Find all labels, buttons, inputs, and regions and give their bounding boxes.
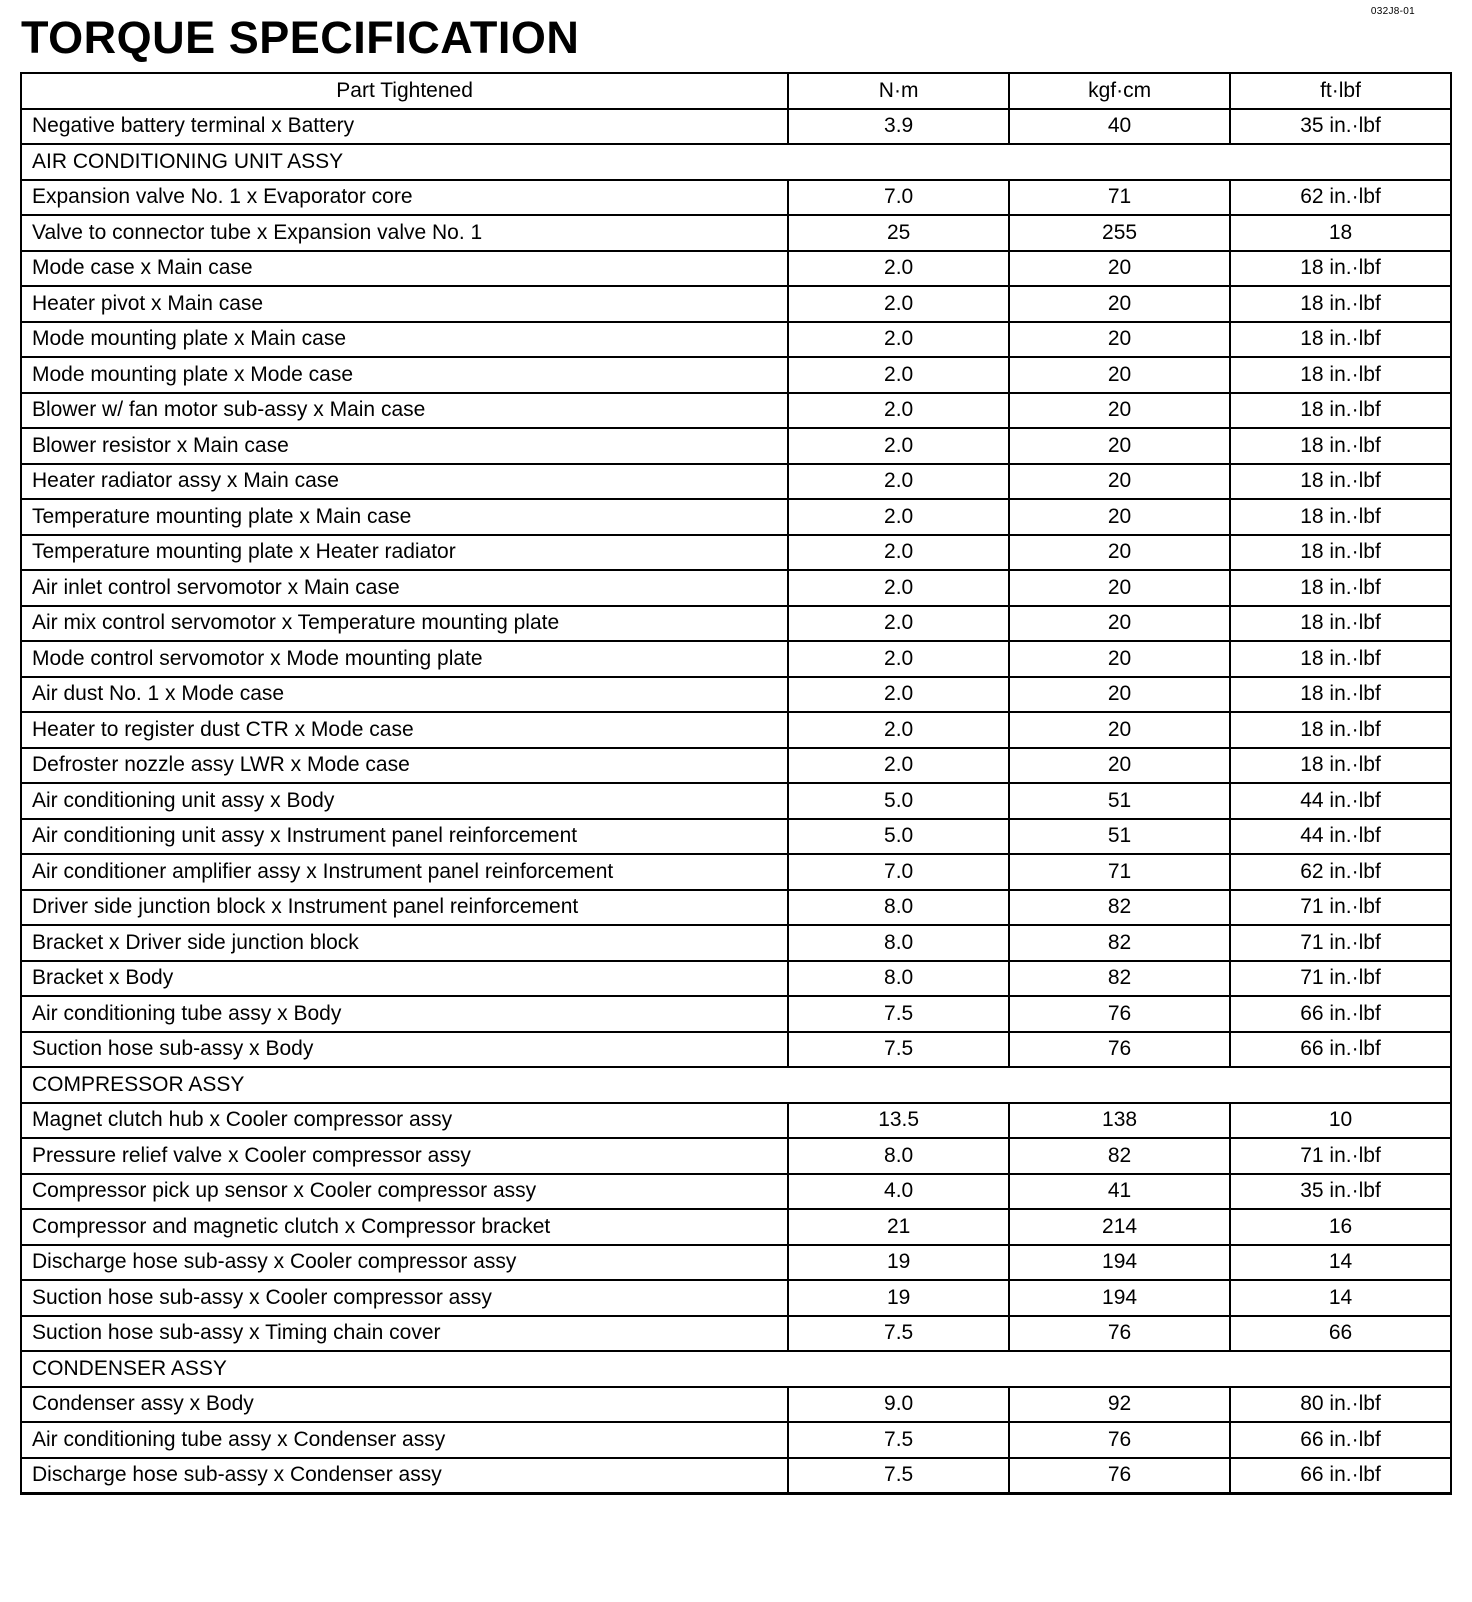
part-cell: Bracket x Driver side junction block [21,925,788,961]
nm-cell: 9.0 [788,1387,1009,1423]
nm-cell: 8.0 [788,1138,1009,1174]
kgfcm-cell: 92 [1009,1387,1230,1423]
page-title: TORQUE SPECIFICATION [21,12,580,63]
document-code: 032J8-01 [1370,6,1415,17]
table-row [21,961,1451,997]
section-heading: COMPRESSOR ASSY [21,1067,1451,1103]
nm-cell: 2.0 [788,677,1009,713]
table-row [21,606,1451,642]
ftlbf-cell: 18 in.·lbf [1230,712,1451,748]
nm-cell: 8.0 [788,925,1009,961]
ftlbf-cell: 18 in.·lbf [1230,357,1451,393]
ftlbf-cell: 18 in.·lbf [1230,286,1451,322]
table-row [21,1280,1451,1316]
part-cell: Discharge hose sub-assy x Cooler compressor assy [21,1245,788,1281]
part-cell: Heater to register dust CTR x Mode case [21,712,788,748]
kgfcm-cell: 20 [1009,641,1230,677]
kgfcm-cell: 82 [1009,925,1230,961]
kgfcm-cell: 51 [1009,819,1230,855]
nm-cell: 2.0 [788,393,1009,429]
part-cell: Valve to connector tube x Expansion valve No. 1 [21,215,788,251]
kgfcm-cell: 76 [1009,996,1230,1032]
part-cell: Air mix control servomotor x Temperature mounting plate [21,606,788,642]
nm-cell: 2.0 [788,357,1009,393]
table-row [21,819,1451,855]
table-row [21,641,1451,677]
part-cell: Driver side junction block x Instrument panel reinforcement [21,890,788,926]
ftlbf-cell: 44 in.·lbf [1230,783,1451,819]
table-row [21,1209,1451,1245]
ftlbf-cell: 18 in.·lbf [1230,393,1451,429]
table-row [21,1138,1451,1174]
kgfcm-cell: 20 [1009,251,1230,287]
part-cell: Suction hose sub-assy x Cooler compressor assy [21,1280,788,1316]
kgfcm-cell: 20 [1009,464,1230,500]
kgfcm-cell: 20 [1009,535,1230,571]
table-row [21,748,1451,784]
nm-cell: 7.5 [788,1032,1009,1068]
part-cell: Bracket x Body [21,961,788,997]
table-row [21,1032,1451,1068]
part-cell: Discharge hose sub-assy x Condenser assy [21,1458,788,1494]
kgfcm-cell: 20 [1009,677,1230,713]
kgfcm-cell: 71 [1009,854,1230,890]
ftlbf-cell: 66 [1230,1316,1451,1352]
nm-cell: 25 [788,215,1009,251]
part-cell: Mode case x Main case [21,251,788,287]
column-header-part: Part Tightened [21,73,788,109]
kgfcm-cell: 138 [1009,1103,1230,1139]
nm-cell: 2.0 [788,286,1009,322]
kgfcm-cell: 20 [1009,570,1230,606]
part-cell: Mode mounting plate x Mode case [21,357,788,393]
ftlbf-cell: 18 in.·lbf [1230,535,1451,571]
table-row [21,428,1451,464]
section-heading: CONDENSER ASSY [21,1351,1451,1387]
ftlbf-cell: 18 in.·lbf [1230,322,1451,358]
part-cell: Defroster nozzle assy LWR x Mode case [21,748,788,784]
kgfcm-cell: 76 [1009,1422,1230,1458]
section-row [21,1351,1451,1387]
kgfcm-cell: 194 [1009,1245,1230,1281]
ftlbf-cell: 14 [1230,1245,1451,1281]
table-row [21,854,1451,890]
ftlbf-cell: 71 in.·lbf [1230,1138,1451,1174]
torque-spec-table [20,72,1452,1495]
part-cell: Heater pivot x Main case [21,286,788,322]
part-cell: Negative battery terminal x Battery [21,109,788,145]
kgfcm-cell: 82 [1009,961,1230,997]
table-row [21,783,1451,819]
nm-cell: 4.0 [788,1174,1009,1210]
nm-cell: 19 [788,1245,1009,1281]
part-cell: Air dust No. 1 x Mode case [21,677,788,713]
ftlbf-cell: 71 in.·lbf [1230,925,1451,961]
part-cell: Temperature mounting plate x Heater radiator [21,535,788,571]
table-row [21,322,1451,358]
nm-cell: 13.5 [788,1103,1009,1139]
column-header-ftlbf: ft·lbf [1230,73,1451,109]
table-row [21,1103,1451,1139]
part-cell: Air conditioning tube assy x Body [21,996,788,1032]
table-body [21,109,1451,1494]
table-row [21,535,1451,571]
nm-cell: 3.9 [788,109,1009,145]
nm-cell: 21 [788,1209,1009,1245]
ftlbf-cell: 18 in.·lbf [1230,748,1451,784]
table-row [21,499,1451,535]
kgfcm-cell: 20 [1009,428,1230,464]
part-cell: Heater radiator assy x Main case [21,464,788,500]
ftlbf-cell: 80 in.·lbf [1230,1387,1451,1423]
table-row [21,357,1451,393]
nm-cell: 2.0 [788,641,1009,677]
ftlbf-cell: 18 in.·lbf [1230,499,1451,535]
part-cell: Compressor pick up sensor x Cooler compressor assy [21,1174,788,1210]
nm-cell: 2.0 [788,748,1009,784]
part-cell: Temperature mounting plate x Main case [21,499,788,535]
section-row [21,144,1451,180]
table-row [21,712,1451,748]
part-cell: Air inlet control servomotor x Main case [21,570,788,606]
nm-cell: 7.5 [788,1422,1009,1458]
nm-cell: 8.0 [788,890,1009,926]
table-row [21,215,1451,251]
kgfcm-cell: 255 [1009,215,1230,251]
ftlbf-cell: 66 in.·lbf [1230,996,1451,1032]
table-row [21,286,1451,322]
kgfcm-cell: 20 [1009,357,1230,393]
table-row [21,677,1451,713]
table-row [21,251,1451,287]
table-row [21,925,1451,961]
nm-cell: 2.0 [788,570,1009,606]
part-cell: Mode control servomotor x Mode mounting plate [21,641,788,677]
part-cell: Suction hose sub-assy x Timing chain cover [21,1316,788,1352]
table-row [21,1422,1451,1458]
nm-cell: 2.0 [788,322,1009,358]
kgfcm-cell: 76 [1009,1032,1230,1068]
nm-cell: 7.0 [788,180,1009,216]
header-row [21,73,1451,109]
table-row [21,890,1451,926]
section-row [21,1067,1451,1103]
kgfcm-cell: 51 [1009,783,1230,819]
ftlbf-cell: 18 in.·lbf [1230,251,1451,287]
ftlbf-cell: 35 in.·lbf [1230,1174,1451,1210]
kgfcm-cell: 194 [1009,1280,1230,1316]
nm-cell: 7.0 [788,854,1009,890]
kgfcm-cell: 41 [1009,1174,1230,1210]
kgfcm-cell: 20 [1009,499,1230,535]
column-header-nm: N·m [788,73,1009,109]
table-row [21,1316,1451,1352]
part-cell: Air conditioner amplifier assy x Instrument panel reinforcement [21,854,788,890]
nm-cell: 8.0 [788,961,1009,997]
nm-cell: 2.0 [788,606,1009,642]
ftlbf-cell: 18 in.·lbf [1230,641,1451,677]
nm-cell: 2.0 [788,535,1009,571]
kgfcm-cell: 76 [1009,1316,1230,1352]
table-row [21,1458,1451,1494]
ftlbf-cell: 14 [1230,1280,1451,1316]
part-cell: Expansion valve No. 1 x Evaporator core [21,180,788,216]
column-header-kgfcm: kgf·cm [1009,73,1230,109]
nm-cell: 5.0 [788,783,1009,819]
nm-cell: 7.5 [788,996,1009,1032]
ftlbf-cell: 62 in.·lbf [1230,854,1451,890]
nm-cell: 2.0 [788,428,1009,464]
nm-cell: 19 [788,1280,1009,1316]
kgfcm-cell: 20 [1009,712,1230,748]
ftlbf-cell: 18 [1230,215,1451,251]
table-row [21,570,1451,606]
ftlbf-cell: 71 in.·lbf [1230,961,1451,997]
table-row [21,464,1451,500]
kgfcm-cell: 20 [1009,606,1230,642]
table-row [21,1245,1451,1281]
ftlbf-cell: 18 in.·lbf [1230,464,1451,500]
part-cell: Air conditioning tube assy x Condenser assy [21,1422,788,1458]
ftlbf-cell: 62 in.·lbf [1230,180,1451,216]
table-row [21,996,1451,1032]
kgfcm-cell: 20 [1009,393,1230,429]
table-row [21,180,1451,216]
kgfcm-cell: 82 [1009,1138,1230,1174]
table-row [21,1174,1451,1210]
ftlbf-cell: 16 [1230,1209,1451,1245]
ftlbf-cell: 66 in.·lbf [1230,1032,1451,1068]
nm-cell: 2.0 [788,464,1009,500]
kgfcm-cell: 20 [1009,748,1230,784]
kgfcm-cell: 82 [1009,890,1230,926]
ftlbf-cell: 66 in.·lbf [1230,1422,1451,1458]
ftlbf-cell: 18 in.·lbf [1230,606,1451,642]
table-row [21,1387,1451,1423]
table-row [21,109,1451,145]
part-cell: Pressure relief valve x Cooler compressor assy [21,1138,788,1174]
kgfcm-cell: 20 [1009,286,1230,322]
nm-cell: 5.0 [788,819,1009,855]
table-row [21,393,1451,429]
nm-cell: 2.0 [788,712,1009,748]
nm-cell: 7.5 [788,1458,1009,1494]
kgfcm-cell: 40 [1009,109,1230,145]
kgfcm-cell: 76 [1009,1458,1230,1494]
ftlbf-cell: 18 in.·lbf [1230,677,1451,713]
ftlbf-cell: 18 in.·lbf [1230,428,1451,464]
nm-cell: 7.5 [788,1316,1009,1352]
kgfcm-cell: 214 [1009,1209,1230,1245]
part-cell: Air conditioning unit assy x Instrument panel reinforcement [21,819,788,855]
table-header [21,73,1451,109]
ftlbf-cell: 35 in.·lbf [1230,109,1451,145]
part-cell: Compressor and magnetic clutch x Compressor bracket [21,1209,788,1245]
part-cell: Blower w/ fan motor sub-assy x Main case [21,393,788,429]
nm-cell: 2.0 [788,251,1009,287]
section-heading: AIR CONDITIONING UNIT ASSY [21,144,1451,180]
part-cell: Blower resistor x Main case [21,428,788,464]
kgfcm-cell: 71 [1009,180,1230,216]
part-cell: Magnet clutch hub x Cooler compressor assy [21,1103,788,1139]
ftlbf-cell: 66 in.·lbf [1230,1458,1451,1494]
part-cell: Air conditioning unit assy x Body [21,783,788,819]
part-cell: Suction hose sub-assy x Body [21,1032,788,1068]
ftlbf-cell: 18 in.·lbf [1230,570,1451,606]
part-cell: Mode mounting plate x Main case [21,322,788,358]
part-cell: Condenser assy x Body [21,1387,788,1423]
nm-cell: 2.0 [788,499,1009,535]
ftlbf-cell: 71 in.·lbf [1230,890,1451,926]
ftlbf-cell: 10 [1230,1103,1451,1139]
ftlbf-cell: 44 in.·lbf [1230,819,1451,855]
kgfcm-cell: 20 [1009,322,1230,358]
